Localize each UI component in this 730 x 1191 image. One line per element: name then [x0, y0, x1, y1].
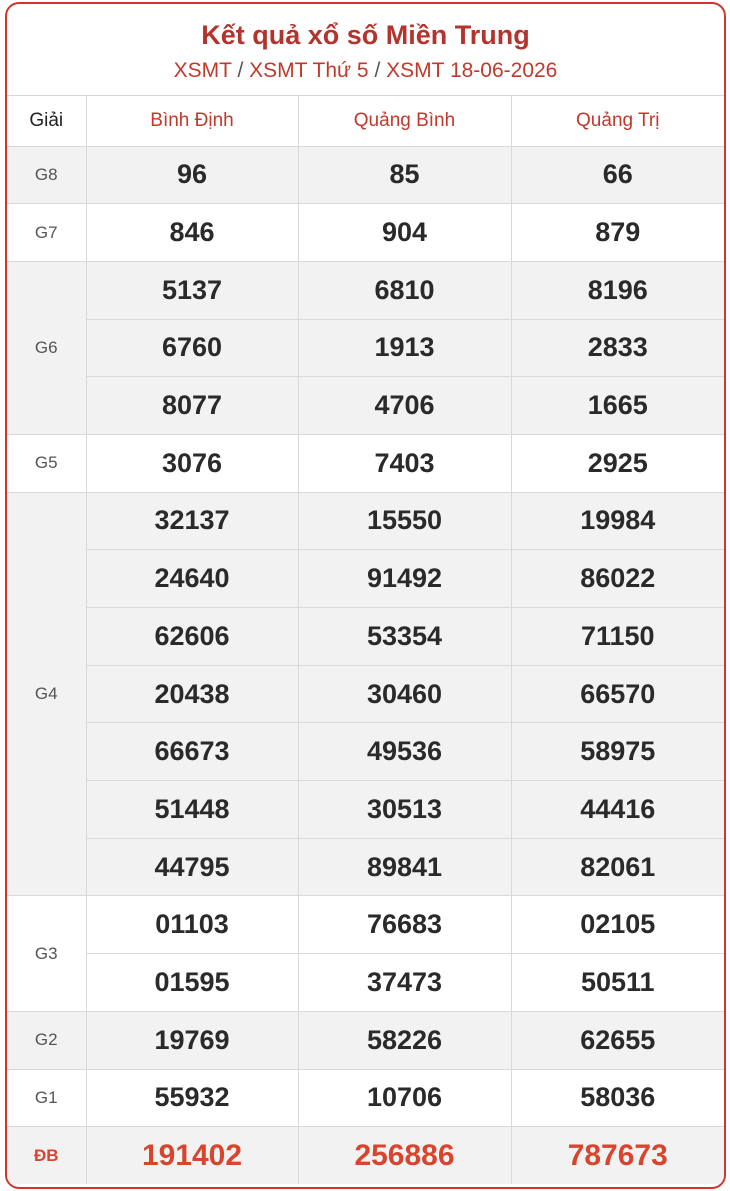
result-number: 44416 — [511, 781, 724, 839]
table-header-row — [7, 96, 724, 146]
result-number: 20438 — [86, 665, 298, 723]
table-row — [7, 434, 724, 492]
table-row — [7, 723, 724, 781]
prize-label: G3 — [7, 896, 86, 1011]
table-row — [7, 261, 724, 319]
column-header-province[interactable]: Quảng Bình — [298, 96, 511, 146]
result-number: 51448 — [86, 781, 298, 839]
table-row — [7, 146, 724, 204]
prize-label: ĐB — [7, 1127, 86, 1185]
result-number: 66570 — [511, 665, 724, 723]
breadcrumb-link-weekday[interactable]: XSMT Thứ 5 — [249, 59, 369, 82]
result-number: 44795 — [86, 838, 298, 896]
result-number: 01103 — [86, 896, 298, 954]
result-number: 7403 — [298, 434, 511, 492]
result-number: 66673 — [86, 723, 298, 781]
result-number: 96 — [86, 146, 298, 204]
result-number: 846 — [86, 204, 298, 262]
breadcrumb-separator: / — [237, 59, 244, 82]
table-row — [7, 781, 724, 839]
result-number: 30460 — [298, 665, 511, 723]
result-number: 91492 — [298, 550, 511, 608]
result-number: 2833 — [511, 319, 724, 377]
result-number: 85 — [298, 146, 511, 204]
result-number: 19984 — [511, 492, 724, 550]
prize-label: G2 — [7, 1011, 86, 1069]
result-number: 8196 — [511, 261, 724, 319]
prize-label: G6 — [7, 261, 86, 434]
result-number: 10706 — [298, 1069, 511, 1127]
result-number: 66 — [511, 146, 724, 204]
page-title: Kết quả xổ số Miền Trung — [201, 20, 530, 50]
result-number: 76683 — [298, 896, 511, 954]
result-number: 3076 — [86, 434, 298, 492]
table-row — [7, 608, 724, 666]
column-header-province[interactable]: Bình Định — [86, 96, 298, 146]
result-number: 86022 — [511, 550, 724, 608]
result-number: 71150 — [511, 608, 724, 666]
result-number: 8077 — [86, 377, 298, 435]
result-number: 55932 — [86, 1069, 298, 1127]
table-row — [7, 665, 724, 723]
prize-label: G4 — [7, 492, 86, 896]
table-row — [7, 1127, 724, 1185]
result-number: 4706 — [298, 377, 511, 435]
prize-label: G1 — [7, 1069, 86, 1127]
result-number: 256886 — [298, 1127, 511, 1185]
result-number: 58036 — [511, 1069, 724, 1127]
table-row — [7, 1011, 724, 1069]
result-number: 32137 — [86, 492, 298, 550]
result-number: 50511 — [511, 954, 724, 1012]
result-number: 24640 — [86, 550, 298, 608]
result-number: 89841 — [298, 838, 511, 896]
result-number: 62655 — [511, 1011, 724, 1069]
result-number: 6760 — [86, 319, 298, 377]
results-card — [5, 2, 726, 1189]
result-number: 58226 — [298, 1011, 511, 1069]
result-number: 19769 — [86, 1011, 298, 1069]
result-number: 6810 — [298, 261, 511, 319]
table-row — [7, 550, 724, 608]
breadcrumb-link-date[interactable]: XSMT 18-06-2026 — [386, 59, 558, 82]
result-number: 879 — [511, 204, 724, 262]
breadcrumb-separator: / — [374, 59, 381, 82]
result-number: 58975 — [511, 723, 724, 781]
result-number: 787673 — [511, 1127, 724, 1185]
result-number: 1913 — [298, 319, 511, 377]
table-row — [7, 1069, 724, 1127]
result-number: 904 — [298, 204, 511, 262]
result-number: 49536 — [298, 723, 511, 781]
result-number: 1665 — [511, 377, 724, 435]
prize-label: G7 — [7, 204, 86, 262]
column-header-province[interactable]: Quảng Trị — [511, 96, 724, 146]
result-number: 62606 — [86, 608, 298, 666]
result-number: 2925 — [511, 434, 724, 492]
results-header — [7, 4, 724, 96]
breadcrumb — [7, 57, 724, 85]
prize-label: G5 — [7, 434, 86, 492]
results-table — [7, 96, 724, 1184]
table-row — [7, 896, 724, 954]
breadcrumb-link-xsmt[interactable]: XSMT — [173, 59, 232, 82]
result-number: 02105 — [511, 896, 724, 954]
table-row — [7, 492, 724, 550]
column-header-prize: Giải — [7, 96, 86, 146]
result-number: 37473 — [298, 954, 511, 1012]
result-number: 01595 — [86, 954, 298, 1012]
table-row — [7, 204, 724, 262]
table-row — [7, 838, 724, 896]
table-row — [7, 954, 724, 1012]
result-number: 53354 — [298, 608, 511, 666]
result-number: 30513 — [298, 781, 511, 839]
result-number: 5137 — [86, 261, 298, 319]
prize-label: G8 — [7, 146, 86, 204]
result-number: 15550 — [298, 492, 511, 550]
table-row — [7, 377, 724, 435]
result-number: 82061 — [511, 838, 724, 896]
table-row — [7, 319, 724, 377]
result-number: 191402 — [86, 1127, 298, 1185]
